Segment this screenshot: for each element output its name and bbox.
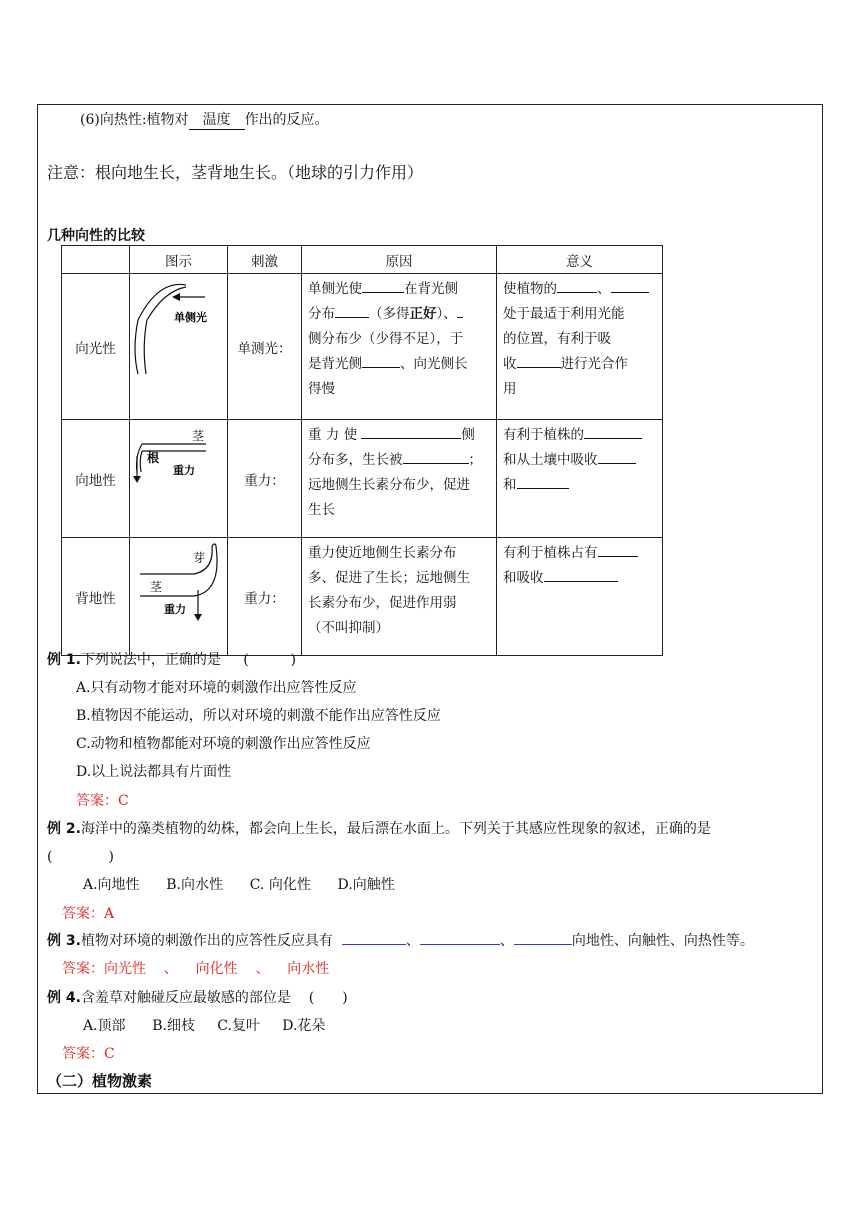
example-1-option-c: C.动物和植物都能对环境的刺激作出应答性反应 xyxy=(76,736,371,752)
example-4-answer: 答案：C xyxy=(62,1046,115,1062)
table-header-row xyxy=(62,246,663,274)
row-stimulus: 重力： xyxy=(228,420,302,538)
table-row xyxy=(62,538,663,656)
diagram-geotropism xyxy=(130,420,228,538)
line-6 xyxy=(80,109,329,130)
diagram-label-stem: 茎 xyxy=(150,580,163,594)
diagram-negative-geotropism xyxy=(130,538,228,656)
row-meaning: 有利于植株占有 和吸收 xyxy=(497,538,663,656)
tropism-table xyxy=(61,245,663,656)
row-name: 向地性 xyxy=(62,420,130,538)
example-2-paren: ( ) xyxy=(47,849,114,865)
example-1-answer: 答案：C xyxy=(76,793,129,809)
example-2-answer: 答案：A xyxy=(62,906,115,922)
header-blank xyxy=(62,246,130,274)
diagram-label-gravity: 重力 xyxy=(164,603,186,616)
example-4-options: A.顶部 B.细枝 C.复叶 D.花朵 xyxy=(83,1018,326,1034)
row-stimulus: 单测光： xyxy=(228,274,302,420)
header-diagram: 图示 xyxy=(130,246,228,274)
row-name: 向光性 xyxy=(62,274,130,420)
row-reason: 单侧光使 在背光侧 分布 （多得正好）、 侧分布少（少得不足），于 是背光侧 、向光侧长 得慢 xyxy=(302,274,497,420)
note: 注意：根向地生长，茎背地生长。（地球的引力作用） xyxy=(47,163,424,182)
line-6-suffix: 作出的反应。 xyxy=(244,112,329,128)
phototropism-diagram xyxy=(130,274,227,415)
example-1-option-b: B.植物因不能运动，所以对环境的刺激不能作出应答性反应 xyxy=(76,708,441,724)
table-title: 几种向性的比较 xyxy=(47,228,145,244)
diagram-label-bud: 芽 xyxy=(193,551,206,565)
row-meaning: 有利于植株的 和从土壤中吸收 和 xyxy=(497,420,663,538)
row-meaning: 使植物的 、 处于最适于利用光能 的位置，有利于吸 收 进行光合作 用 xyxy=(497,274,663,420)
table-row xyxy=(62,420,663,538)
line-6-prefix: (6)向热性:植物对 xyxy=(80,112,189,128)
example-4-question: 例 4.含羞草对触碰反应最敏感的部位是 ( ) xyxy=(47,990,348,1006)
example-3-question: 例 3.植物对环境的刺激作出的应答性反应具有 、 、 向地性、向触性、向热性等。 xyxy=(47,930,754,950)
diagram-phototropism xyxy=(130,274,228,420)
header-reason: 原因 xyxy=(302,246,497,274)
row-name: 背地性 xyxy=(62,538,130,656)
diagram-label-root: 根 xyxy=(147,451,160,465)
example-1-option-a: A.只有动物才能对环境的刺激作出应答性反应 xyxy=(76,680,357,696)
section-heading: （二）植物激素 xyxy=(47,1072,153,1090)
header-meaning: 意义 xyxy=(497,246,663,274)
diagram-label-gravity: 重力 xyxy=(173,464,195,477)
geotropism-diagram xyxy=(130,420,227,533)
example-2-options: A.向地性 B.向水性 C. 向化性 D.向触性 xyxy=(83,877,395,893)
example-3-answer: 答案：向光性 、 向化性 、 向水性 xyxy=(62,961,330,977)
table-row xyxy=(62,274,663,420)
example-2-question: 例 2.海洋中的藻类植物的幼株，都会向上生长，最后漂在水面上。下列关于其感应性现象的叙述，正确的是 xyxy=(47,821,711,837)
example-1-question: 例 1.下列说法中，正确的是 ( ) xyxy=(47,652,297,668)
row-stimulus: 重力： xyxy=(228,538,302,656)
header-stimulus: 刺激 xyxy=(228,246,302,274)
row-reason: 重 力 使 侧 分布多，生长被 ； 远地侧生长素分布少，促进 生长 xyxy=(302,420,497,538)
example-1-option-d: D.以上说法都具有片面性 xyxy=(76,764,232,780)
diagram-label-light: 单侧光 xyxy=(174,311,207,324)
row-reason: 重力使近地侧生长素分布 多、促进了生长；远地侧生 长素分布少，促进作用弱 （不叫抑制） xyxy=(302,538,497,656)
line-6-answer: 温度 xyxy=(189,109,245,130)
diagram-label-stem: 茎 xyxy=(192,429,205,443)
negative-geotropism-diagram xyxy=(130,538,227,651)
